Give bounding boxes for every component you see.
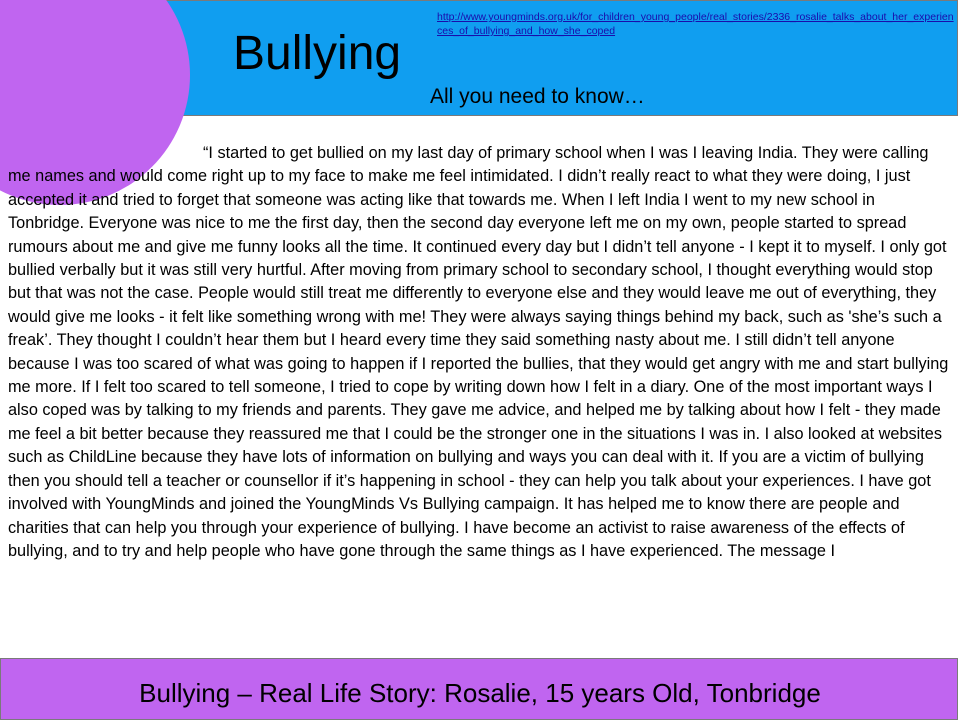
source-link[interactable]: http://www.youngminds.org.uk/for_children_young_people/real_stories/2336_rosalie_talks_about_her_experiences_of_bullying_and_how_she_coped <box>437 11 954 37</box>
story-text: “I started to get bullied on my last day of primary school when I was I leaving India. They were calling me names and would come right up to my face to make me feel intimidated. I didn’t really react to what they were doing, I just accepted it and tried to forget that someone was acting like that towards me. When I left India I went to my new school in Tonbridge. Everyone was nice to me the first day, then the second day everyone left me on my own, people started to spread rumours about me and give me funny looks all the time. It continued every day but I didn’t tell anyone - I kept it to myself. I only got bullied verbally but it was still very hurtful. After moving from primary school to secondary school, I thought everything would stop but that was not the case. People would still treat me differently to everyone else and they would leave me out of everything, they would give me looks - it felt like something wrong with me! They were always saying things behind my back, such as 'she’s such a freak’. They thought I couldn’t hear them but I heard every time they said something nasty about me. I still didn’t tell anyone because I was too scared of what was going to happen if I reported the bullies, that they would get angry with me and start bullying me more. If I felt too scared to tell someone, I tried to cope by writing down how I felt in a diary. One of the most important ways I also coped was by talking to my friends and parents. They gave me advice, and helped me by talking about how I felt - they made me feel a bit better because they reassured me that I could be the stronger one in the situations I was in. I also looked at websites such as ChildLine because they have lots of information on bullying and ways you can deal with it. If you are a victim of bullying then you should tell a teacher or counsellor if it’s happening in school - they can help you talk about your experiences. I have got involved with YoungMinds and joined the YoungMinds Vs Bullying campaign. It has helped me to know there are people and charities that can help you through your experience of bullying. I have become an activist to raise awareness of the effects of bullying, and to try and help people who have gone through the same things as I have experienced. The message I <box>8 144 949 560</box>
footer-caption: Bullying – Real Life Story: Rosalie, 15 years Old, Tonbridge <box>139 678 821 708</box>
slide-subtitle: All you need to know… <box>430 85 645 108</box>
slide-title: Bullying <box>233 27 402 80</box>
